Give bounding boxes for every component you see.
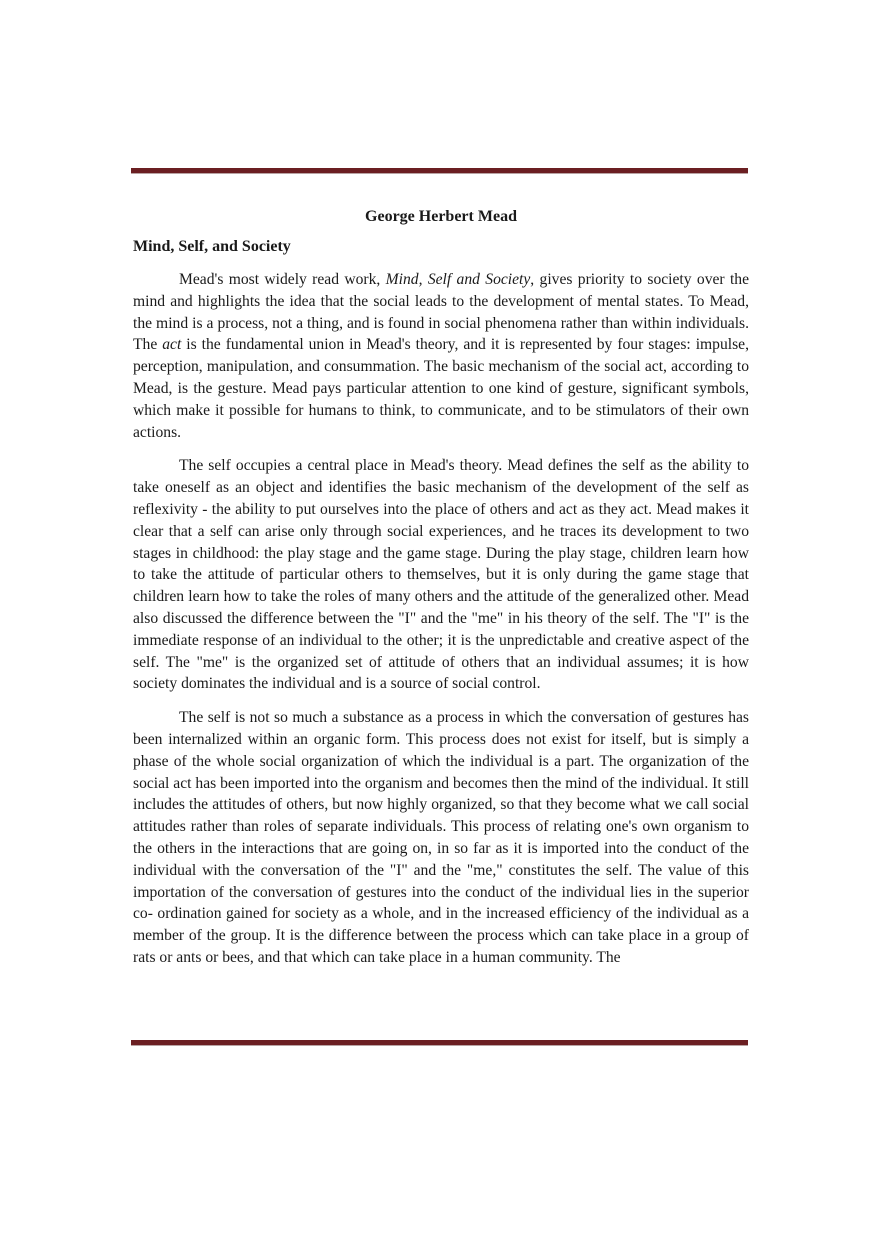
section-heading: Mind, Self, and Society — [133, 238, 291, 255]
paragraph-3: The self is not so much a substance as a process in which the conversation of gestures has been internalized within an organic form. This process does not exist for itself, but is simply a phase of the whole social organization of which the individual is a part. The organization of the social act has been imported into the organism and becomes then the mind of the individual. It still includes the attitudes of others, but now highly organized, so that they become what we call social attitudes rather than roles of separate individuals. This process of relating one's own organism to the others in the interactions that are going on, in so far as it is imported into the conduct of the individual with the conversation of the "I" and the "me," constitutes the self. The value of this importation of the conversation of gestures into the conduct of the individual lies in the superior co- ordination gained for society as a whole, and in the increased efficiency of the individual as a member of the group. It is the difference between the process which can take place in a group of rats or ants or bees, and that which can take place in a human community. The — [133, 709, 749, 966]
bottom-divider-rule — [131, 1040, 748, 1046]
paragraph-1 — [133, 269, 749, 443]
paragraph-1-text-a: Mead's most widely read work, — [179, 271, 386, 288]
paragraph-2: The self occupies a central place in Mead's theory. Mead defines the self as the ability to take oneself as an object and identifies the basic mechanism of the development of the self as reflexivity - the ability to put ourselves into the place of others and act as they act. Mead makes it clear that a self can arise only through social experiences, and he traces its development to two stages in childhood: the play stage and the game stage. During the play stage, children learn how to take the attitude of particular others to themselves, but it is only during the game stage that children learn how to take the roles of many others and the attitude of the generalized other. Mead also discussed the difference between the "I" and the "me" in his theory of the self. The "I" is the immediate response of an individual to the other; it is the unpredictable and creative aspect of the self. The "me" is the organized set of attitude of others that an individual assumes; it is how society dominates the individual and is a source of social control. — [133, 457, 749, 693]
act-italic: act — [162, 336, 182, 354]
paragraph-1-text-b: , gives priority to society over the mind and highlights the idea that the social leads to the development of mental states. To Mead, the mind is a process, not a thing, and is found in social phenomena rather than within individuals. The — [133, 271, 749, 354]
document-body — [133, 200, 749, 981]
top-divider-rule — [131, 168, 748, 174]
book-title-italic: Mind, Self and Society — [385, 271, 531, 288]
paragraph-1-text-c: is the fundamental union in Mead's theory, and it is represented by four stages: impulse, perception, manipulation, and consummation. The basic mechanism of the social act, according to Mead, is the gesture. Mead pays particular attention to one kind of gesture, significant symbols, which make it possible for humans to think, to communicate, and to be stimulators of their own actions. — [133, 336, 749, 441]
document-title: George Herbert Mead — [365, 208, 517, 225]
